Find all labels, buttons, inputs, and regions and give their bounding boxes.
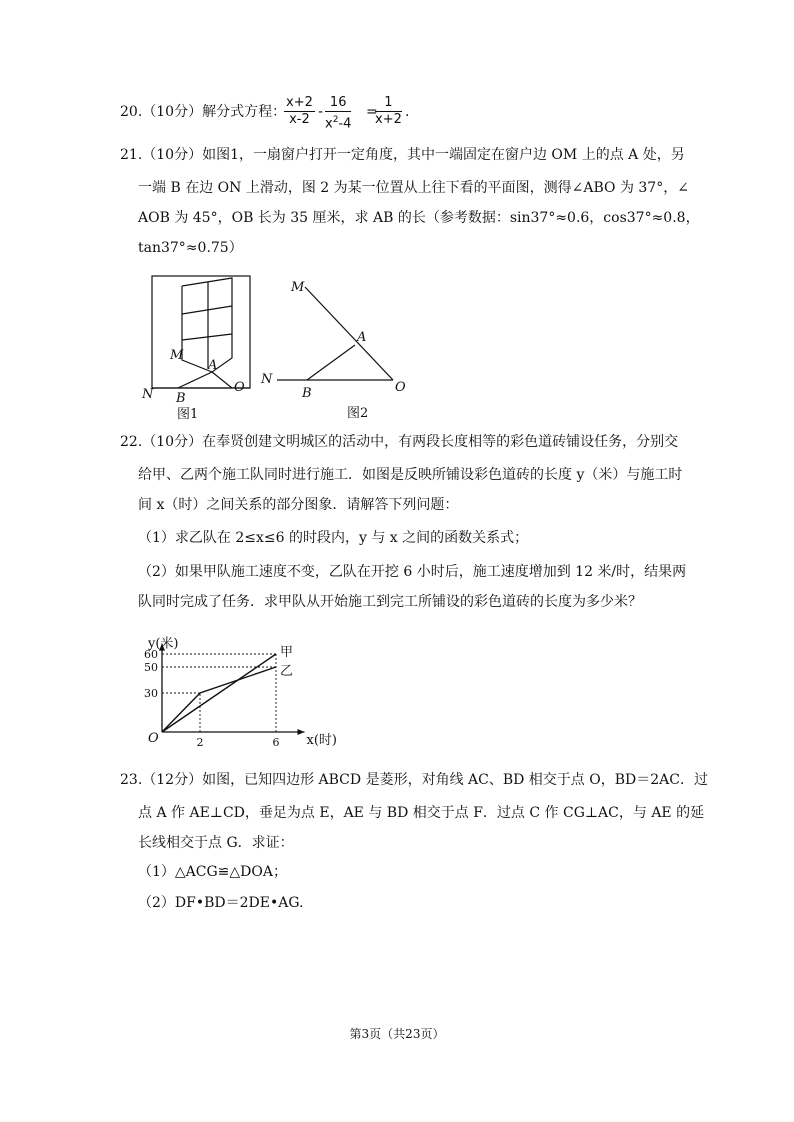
y-tick-60: 60 (144, 648, 158, 661)
q22-chart (138, 620, 348, 755)
q21-line-2: 一端 B 在边 ON 上滑动，图 2 为某一位置从上往下看的平面图，测得∠ABO 为 37°，∠ (138, 180, 689, 196)
segment-OM (305, 287, 393, 380)
fig2-label-O: O (395, 380, 406, 395)
q23-line-2: 点 A 作 AE⊥CD，垂足为点 E，AE 与 BD 相交于点 F．过点 C 作 CG⊥AC，与 AE 的延 (138, 805, 705, 821)
q20-f3-numerator: 1 (375, 95, 402, 112)
q20-equals: = (366, 104, 378, 120)
q20-f1-denominator: x-2 (289, 112, 310, 127)
q22-sub-2a: （2）如果甲队施工速度不变，乙队在开挖 6 小时后，施工速度增加到 12 米/时，结果两 (138, 564, 687, 580)
x-axis-arrow (298, 729, 305, 735)
y-axis-label: y(米) (148, 636, 179, 652)
q22-line-3: 间 x（时）之间关系的部分图象．请解答下列问题： (138, 497, 459, 513)
series-line-2 (162, 667, 276, 732)
q21-line-1: 21.（10分）如图1，一扇窗户打开一定角度，其中一端固定在窗户边 OM 上的点 A 处，另 (120, 147, 685, 163)
fig2-label-A: A (357, 330, 367, 345)
series-label-2: 乙 (280, 664, 294, 679)
q20-period: . (405, 104, 410, 120)
q22-line-2: 给甲、乙两个施工队同时进行施工．如图是反映所铺设彩色道砖的长度 y（米）与施工时 (138, 467, 683, 483)
x-tick-2: 2 (196, 736, 204, 749)
fig1-label-N: N (142, 387, 154, 402)
q20-f1-numerator: x+2 (286, 95, 313, 110)
fig1-caption: 图1 (177, 407, 199, 422)
y-tick-30: 30 (144, 687, 158, 700)
fig1-label-A: A (208, 358, 218, 373)
q23-line-3: 长线相交于点 G．求证： (138, 835, 294, 851)
open-window-pane (182, 278, 232, 372)
q20-fraction-1 (284, 95, 315, 128)
q20-f3-denominator: x+2 (375, 112, 402, 127)
q22-line-1: 22.（10分）在奉贤创建文明城区的活动中，有两段长度相等的彩色道砖铺设任务，分别交 (120, 434, 679, 450)
segment-AB (307, 345, 355, 380)
q21-figure-2 (255, 275, 415, 425)
q22-sub-1: （1）求乙队在 2≤x≤6 的时段内，y 与 x 之间的函数关系式； (138, 530, 529, 546)
series-label-1: 甲 (280, 645, 294, 660)
q22-sub-2b: 队同时完成了任务．求甲队从开始施工到完工所铺设的彩色道砖的长度为多少米？ (138, 594, 642, 610)
q20-minus: - (318, 104, 324, 120)
fig1-label-M: M (170, 348, 184, 363)
q23-line-1: 23.（12分）如图，已知四边形 ABCD 是菱形，对角线 AC、BD 相交于点 O，BD＝2AC．过 (120, 772, 708, 788)
q21-line-3: AOB 为 45°，OB 长为 35 厘米，求 AB 的长（参考数据：sin37°≈0.6，cos37°≈0.8， (138, 210, 700, 226)
window-frame (152, 276, 250, 388)
fig2-caption: 图2 (347, 406, 369, 421)
q23-sub-2: （2）DF•BD＝2DE•AG. (138, 895, 304, 911)
q20-fraction-2 (325, 95, 351, 132)
q21-line-4: tan37°≈0.75） (138, 240, 243, 256)
x-tick-6: 6 (272, 736, 280, 749)
fig2-label-B: B (302, 386, 312, 401)
q20-f2-numerator: 16 (325, 95, 351, 112)
fig1-label-B: B (176, 391, 186, 406)
q20-prefix: 20.（10分）解分式方程： (120, 104, 287, 120)
fig1-label-O: O (234, 380, 245, 395)
q20-f2-denominator: $x^2-4$ (325, 115, 352, 132)
x-axis-label: x(时) (306, 733, 337, 748)
y-tick-50: 50 (144, 661, 158, 674)
q20-fraction-3 (375, 95, 402, 128)
q21-figure-1 (140, 268, 260, 424)
page-footer: 第3页（共23页） (349, 1027, 445, 1041)
fig2-label-M: M (291, 280, 305, 295)
q23-sub-1: （1）△ACG≌△DOA； (138, 864, 287, 880)
origin-label: O (148, 731, 159, 746)
fig2-label-N: N (261, 372, 273, 387)
